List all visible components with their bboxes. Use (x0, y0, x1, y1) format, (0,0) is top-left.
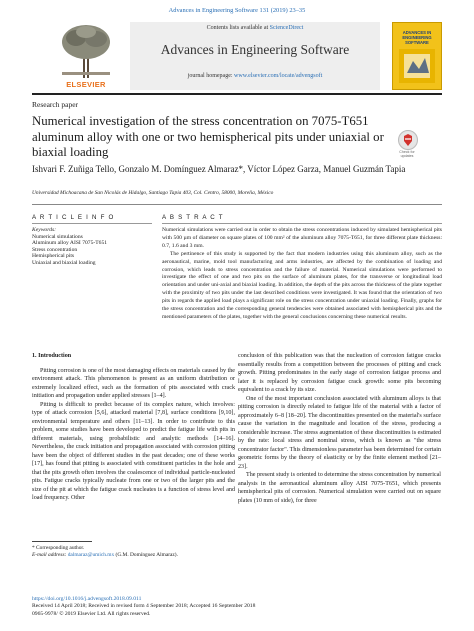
section-rule (32, 204, 442, 205)
keyword: Aluminum alloy AISI 7075-T651 (32, 240, 108, 247)
abstract-paragraph: The pertinence of this study is supported by the fact that modern industries using this aluminum alloy, such as the aeronautical, marine, mold tool manufacturing and arms industries, are affected by the combination of loading and corrosion, which leads to stress concentration and the failure of material. Numerical simulations were performed to investigate the effect of one and two pits on the surface of aluminum plates, for the transverse or longitudinal load orientation and under uni-axial and biaxial loading. In addition, the depth of the pits across the thickness of the plate together with the proximity of two pits under the last described conditions were investigated. It was found that the orientation of two pits in regards the applied load plays a significant role on the stress concentration under uniaxial loading. Finally, graphs for the stress concentration and the corresponding general tendencies were obtained associated with hemispherical pits and the mentioned parameters of the plates, together with the general conclusions concerning these numerical results. (162, 250, 442, 320)
keywords-list (32, 234, 152, 266)
body-paragraph: Pitting corrosion is one of the most damaging effects on materials caused by the environment attack. This phenomenon is present as an uniform distribution or extremely localized effect, such as the formation of pits associated with crack initiation and propagation under applied stresses [1–4]. (32, 367, 236, 399)
contents-prefix: Contents lists available at (206, 25, 270, 31)
crossmark-label[interactable]: Check for updates (399, 150, 415, 158)
body-paragraph: One of the most important conclusion associated with aluminum alloys is that pitting corrosion is directly related to fatigue life of the material with a factor of approximately 6–8 [18–20]. The discontinuities presented on the material's surface cause the variation in the magnitude and location of the stress, producing a considerable increase. The stress augmentation of these discontinuities is estimated by the rate: local stress and nominal stress, which is known as "the stress concentrator factor". This dimensionless parameter has been determined for certain geometric forms by the theory of elasticity or by the finite element method [21–23]. (238, 395, 441, 470)
body-column-left (32, 352, 235, 503)
header-rule (32, 93, 442, 95)
running-head[interactable]: Advances in Engineering Software 131 (2019) 23–35 (168, 7, 306, 14)
affiliation: Universidad Michoacana de San Nicolás de Hidalgo, Santiago Tapia 403, Col. Centro, 58000, Morelia, México (32, 190, 274, 196)
email-prefix: E-mail address: (32, 552, 68, 558)
keyword: Hemispherical pits (32, 253, 75, 260)
abstract-heading: A B S T R A C T (162, 214, 224, 221)
crossmark-icon[interactable] (398, 130, 418, 150)
issn-copyright: 0965-9978/ © 2019 Elsevier Ltd. All rights reserved. (32, 610, 151, 617)
article-info-rule (32, 223, 152, 224)
author-list[interactable]: Ishvari F. Zuñiga Tello, Gonzalo M. Domínguez Almaraz*, Víctor López Garza, Manuel Guzmán Tapia (32, 164, 406, 174)
introduction-heading: 1. Introduction (32, 353, 72, 359)
doi-link[interactable]: https://doi.org/10.1016/j.advengsoft.2018.09.011 (32, 596, 142, 602)
journal-cover-thumbnail[interactable] (392, 22, 442, 90)
journal-title[interactable]: Advances in Engineering Software (160, 42, 350, 57)
paper-title: Numerical investigation of the stress concentration on 7075-T651 aluminum alloy with one or two hemispherical pits under uniaxial or biaxial loading (32, 114, 384, 159)
body-paragraph: conclusion of this publication was that the nucleation of corrosion fatigue cracks essentially results from a competition between the processes of pitting and crack growth. Pitting predominates in the early stage of corrosion fatigue process and later it is replaced by corrosion fatigue crack growth: some pits becoming equivalent to a crack by its size. (238, 353, 441, 393)
abstract-rule (162, 223, 442, 224)
footnote-rule (32, 541, 92, 542)
publication-info (32, 596, 442, 618)
keyword: Uniaxial and biaxial loading (32, 259, 96, 266)
footnote (32, 545, 332, 559)
email-link[interactable]: dalmaraz@umich.mx (67, 552, 115, 558)
contents-line (130, 25, 380, 31)
article-type: Research paper (32, 100, 79, 109)
received-dates: Received 14 April 2018; Received in revised form 4 September 2018; Accepted 16 September 2018 (32, 603, 256, 610)
body-paragraph: Pitting is difficult to predict because of its complex nature, which involves: type of attack corrosion [5,6], attacked material [7,8], surface conditions [9,10], environmental temperature and others [11–13]. In order to contribute to this problem, some studies have been developed to predict the fatigue life with pits in different materials, using probabilistic and analytic methods [14–16]. Nevertheless, the crack initiation and propagation associated with corrosion pitting have been the object of different studies in the past decades; one of these works [17], has found that pitting is associated with constituent particles in the hole and that the pits growth often involves the coalescence of individual particle-nucleated pits. Fatigue cracks typically nucleate from one or two of the larger pits and the size of the pit at which the fatigue crack nucleates is a function of stress level and load frequency. Other (32, 401, 235, 501)
article-info-heading: A R T I C L E I N F O (32, 214, 115, 221)
body-column-right (238, 352, 441, 505)
email-suffix: (G.M. Domínguez Almaraz). (114, 552, 178, 558)
homepage-line (130, 73, 380, 79)
sciencedirect-link[interactable]: ScienceDirect (269, 25, 304, 31)
abstract-body (162, 227, 442, 322)
keywords-title: Keywords: (32, 227, 57, 233)
homepage-prefix: journal homepage: (187, 73, 235, 79)
publisher-name: ELSEVIER (66, 80, 106, 89)
cover-artwork-icon (399, 49, 435, 83)
keyword: Numerical simulations (32, 234, 83, 240)
abstract-paragraph: Numerical simulations were carried out in order to obtain the stress concentrations induced by simulated hemispherical pits with 500 µm of diameter on square plates of 100 mm² of the aluminum alloy 7075-T651, for three different plate thickness: 0.7, 1.6 and 3 mm. (162, 227, 442, 249)
cover-title: ADVANCES IN ENGINEERING SOFTWARE (402, 30, 432, 45)
homepage-link[interactable]: www.elsevier.com/locate/advengsoft (234, 73, 323, 79)
email-line (32, 552, 332, 559)
body-paragraph: The present study is oriented to determine the stress concentration by numerical analysis in the aeronautical aluminum alloy AISI 7075-T651, which presents hemispherical pits of corrosion. Numerical simulation were carried out on square plates (10 mm of side), for three (238, 472, 441, 504)
corresponding-author-note: * Corresponding author. (32, 545, 85, 551)
keyword: Stress concentration (32, 246, 78, 253)
elsevier-tree-logo (56, 22, 116, 80)
